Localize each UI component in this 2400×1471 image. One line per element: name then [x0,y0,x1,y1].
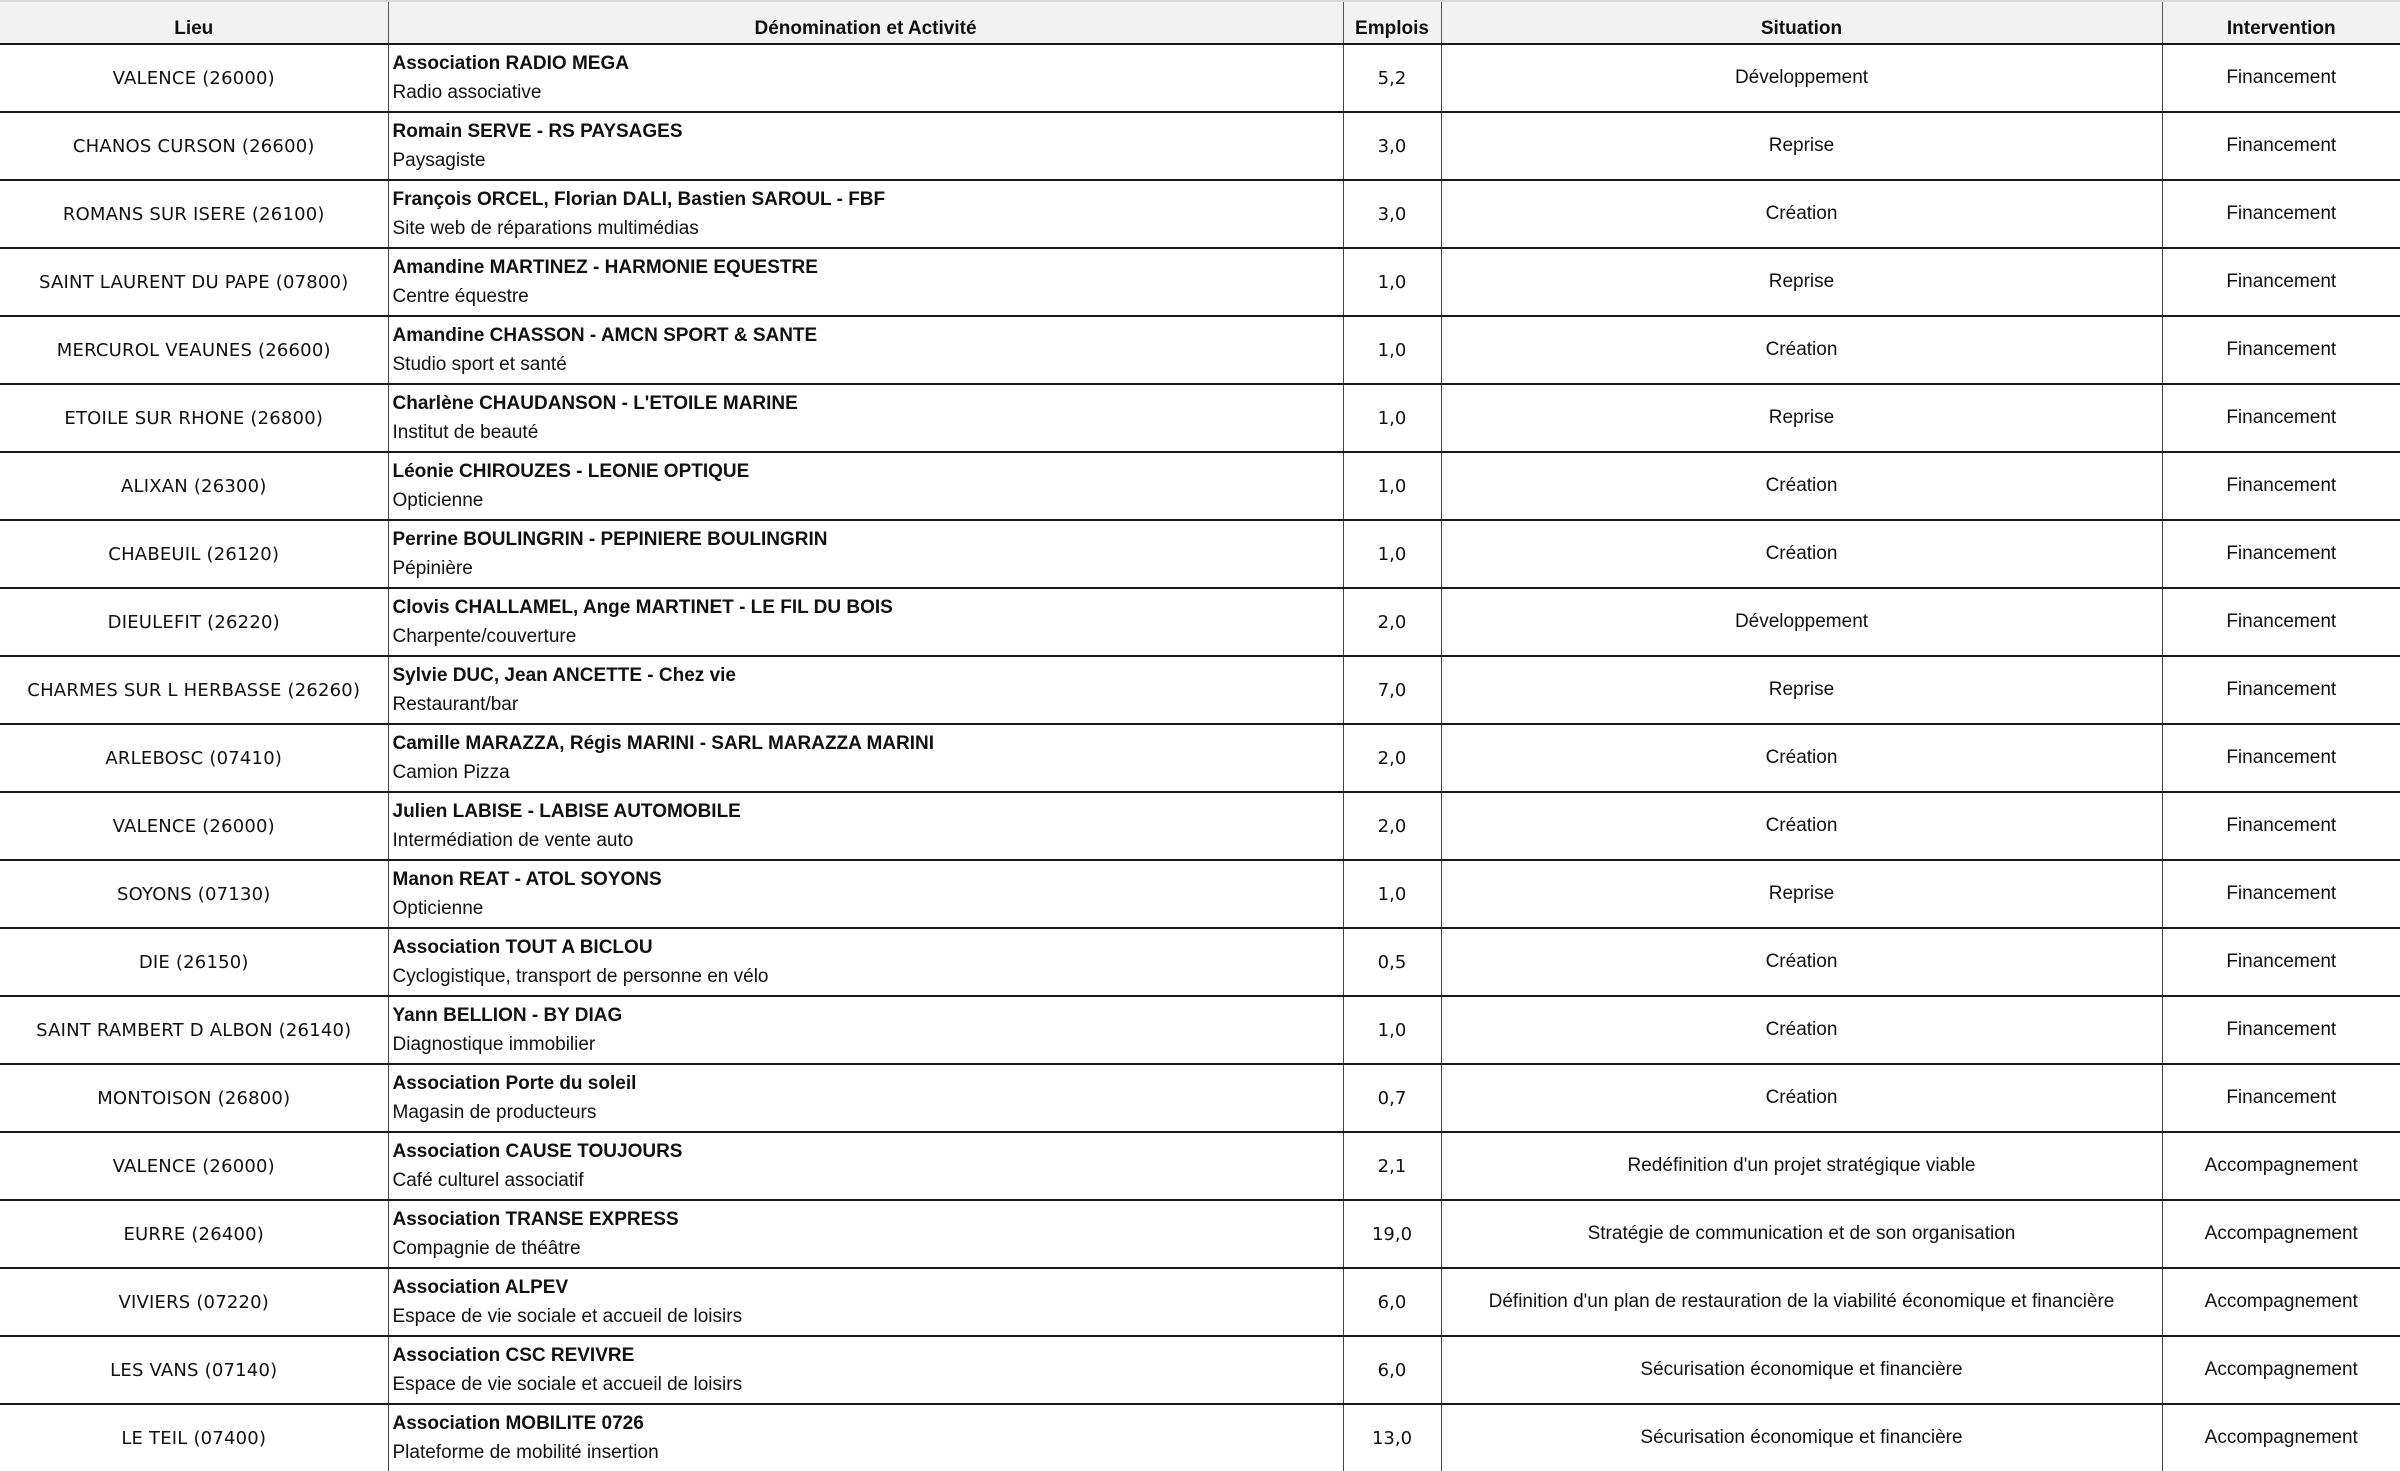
table-row [0,724,2400,792]
entity-activity: Opticienne [392,898,484,919]
cell-situation[interactable]: Reprise [1441,656,2162,724]
cell-situation[interactable]: Création [1441,996,2162,1064]
header-situation[interactable]: Situation [1441,1,2162,44]
cell-lieu[interactable]: SAINT LAURENT DU PAPE (07800) [0,248,388,316]
cell-emplois[interactable]: 7,0 [1343,656,1441,724]
table-row [0,1200,2400,1268]
cell-intervention[interactable]: Financement [2162,588,2400,656]
cell-emplois[interactable]: 6,0 [1343,1268,1441,1336]
cell-emplois[interactable]: 19,0 [1343,1200,1441,1268]
cell-intervention[interactable]: Accompagnement [2162,1268,2400,1336]
entity-activity: Compagnie de théâtre [392,1238,581,1259]
cell-emplois[interactable]: 3,0 [1343,180,1441,248]
entity-activity: Centre équestre [392,286,529,307]
entity-activity: Plateforme de mobilité insertion [392,1442,659,1463]
cell-lieu[interactable]: ALIXAN (26300) [0,452,388,520]
entity-activity: Espace de vie sociale et accueil de loisirs [392,1306,743,1327]
table-row [0,112,2400,180]
entity-activity: Restaurant/bar [392,694,519,715]
entity-name: Charlène CHAUDANSON - L'ETOILE MARINE [392,393,798,414]
cell-intervention[interactable]: Financement [2162,520,2400,588]
cell-denomination[interactable] [388,112,1343,180]
cell-intervention[interactable]: Accompagnement [2162,1336,2400,1404]
cell-lieu[interactable]: VIVIERS (07220) [0,1268,388,1336]
cell-lieu[interactable]: CHARMES SUR L HERBASSE (26260) [0,656,388,724]
entity-activity: Diagnostique immobilier [392,1034,596,1055]
cell-situation[interactable]: Création [1441,452,2162,520]
cell-emplois[interactable]: 1,0 [1343,316,1441,384]
cell-denomination[interactable] [388,860,1343,928]
cell-emplois[interactable]: 1,0 [1343,384,1441,452]
cell-intervention[interactable]: Accompagnement [2162,1404,2400,1471]
table-row [0,248,2400,316]
entity-activity: Café culturel associatif [392,1170,584,1191]
table-row [0,1132,2400,1200]
cell-denomination[interactable] [388,520,1343,588]
cell-denomination[interactable] [388,1064,1343,1132]
cell-lieu[interactable]: CHABEUIL (26120) [0,520,388,588]
table-row [0,792,2400,860]
cell-denomination[interactable] [388,452,1343,520]
header-row [0,1,2400,44]
table-row [0,520,2400,588]
entity-activity: Intermédiation de vente auto [392,830,634,851]
cell-situation[interactable]: Définition d'un plan de restauration de la viabilité économique et financière [1441,1268,2162,1336]
cell-lieu[interactable]: VALENCE (26000) [0,1132,388,1200]
entity-name: Camille MARAZZA, Régis MARINI - SARL MARAZZA MARINI [392,733,934,754]
cell-situation[interactable]: Reprise [1441,384,2162,452]
cell-denomination[interactable] [388,1268,1343,1336]
entity-name: Sylvie DUC, Jean ANCETTE - Chez vie [392,665,737,686]
cell-emplois[interactable]: 2,0 [1343,588,1441,656]
cell-denomination[interactable] [388,928,1343,996]
header-emplois[interactable]: Emplois [1343,1,1441,44]
cell-emplois[interactable]: 3,0 [1343,112,1441,180]
entity-name: Perrine BOULINGRIN - PEPINIERE BOULINGRIN [392,529,828,550]
cell-situation[interactable]: Reprise [1441,112,2162,180]
cell-situation[interactable]: Stratégie de communication et de son organisation [1441,1200,2162,1268]
cell-emplois[interactable]: 1,0 [1343,860,1441,928]
cell-lieu[interactable]: DIEULEFIT (26220) [0,588,388,656]
cell-emplois[interactable]: 13,0 [1343,1404,1441,1471]
cell-situation[interactable]: Reprise [1441,248,2162,316]
cell-intervention[interactable]: Financement [2162,928,2400,996]
entity-activity: Charpente/couverture [392,626,577,647]
cell-denomination[interactable] [388,1336,1343,1404]
header-denomination[interactable]: Dénomination et Activité [388,1,1343,44]
cell-denomination[interactable] [388,724,1343,792]
table-row [0,316,2400,384]
table-row [0,44,2400,112]
entity-name: Manon REAT - ATOL SOYONS [392,869,662,890]
cell-situation[interactable]: Redéfinition d'un projet stratégique viable [1441,1132,2162,1200]
entity-activity: Opticienne [392,490,484,511]
entity-activity: Magasin de producteurs [392,1102,597,1123]
cell-lieu[interactable]: SOYONS (07130) [0,860,388,928]
cell-lieu[interactable]: CHANOS CURSON (26600) [0,112,388,180]
table-row [0,1064,2400,1132]
cell-situation[interactable]: Création [1441,316,2162,384]
table-row [0,860,2400,928]
header-lieu[interactable]: Lieu [0,1,388,44]
table-row [0,180,2400,248]
cell-intervention[interactable]: Financement [2162,1064,2400,1132]
table-row [0,656,2400,724]
table-row [0,928,2400,996]
cell-situation[interactable]: Création [1441,1064,2162,1132]
cell-denomination[interactable] [388,656,1343,724]
cell-situation[interactable]: Reprise [1441,860,2162,928]
cell-emplois[interactable]: 0,5 [1343,928,1441,996]
cell-emplois[interactable]: 6,0 [1343,1336,1441,1404]
table-row [0,1336,2400,1404]
entity-name: Yann BELLION - BY DIAG [392,1005,623,1026]
entity-activity: Camion Pizza [392,762,510,783]
entity-activity: Cyclogistique, transport de personne en vélo [392,966,769,987]
entity-name: Romain SERVE - RS PAYSAGES [392,121,683,142]
table-row [0,452,2400,520]
entity-activity: Paysagiste [392,150,486,171]
cell-denomination[interactable] [388,588,1343,656]
entity-name: Association TOUT A BICLOU [392,937,653,958]
cell-lieu[interactable]: MERCUROL VEAUNES (26600) [0,316,388,384]
cell-situation[interactable]: Développement [1441,588,2162,656]
cell-lieu[interactable]: ARLEBOSC (07410) [0,724,388,792]
entity-name: Amandine CHASSON - AMCN SPORT & SANTE [392,325,818,346]
entity-activity: Institut de beauté [392,422,539,443]
cell-emplois[interactable]: 1,0 [1343,452,1441,520]
table-body [0,44,2400,1471]
cell-situation[interactable]: Sécurisation économique et financière [1441,1404,2162,1471]
entity-name: Association RADIO MEGA [392,53,629,74]
entity-activity: Pépinière [392,558,473,579]
table-row [0,588,2400,656]
entity-activity: Espace de vie sociale et accueil de loisirs [392,1374,743,1395]
cell-denomination[interactable] [388,996,1343,1064]
cell-situation[interactable]: Sécurisation économique et financière [1441,1336,2162,1404]
cell-lieu[interactable]: EURRE (26400) [0,1200,388,1268]
cell-intervention[interactable]: Financement [2162,248,2400,316]
cell-situation[interactable]: Création [1441,928,2162,996]
entity-name: Association MOBILITE 0726 [392,1413,644,1434]
entity-name: Association ALPEV [392,1277,569,1298]
cell-lieu[interactable]: SAINT RAMBERT D ALBON (26140) [0,996,388,1064]
cell-denomination[interactable] [388,316,1343,384]
cell-lieu[interactable]: VALENCE (26000) [0,792,388,860]
cell-denomination[interactable] [388,792,1343,860]
cell-situation[interactable]: Création [1441,520,2162,588]
cell-intervention[interactable]: Financement [2162,860,2400,928]
cell-denomination[interactable] [388,44,1343,112]
cell-situation[interactable]: Création [1441,724,2162,792]
table-header [0,1,2400,44]
cell-denomination[interactable] [388,1132,1343,1200]
cell-emplois[interactable]: 2,0 [1343,724,1441,792]
cell-denomination[interactable] [388,248,1343,316]
entity-name: Association Porte du soleil [392,1073,637,1094]
cell-lieu[interactable]: MONTOISON (26800) [0,1064,388,1132]
cell-intervention[interactable]: Financement [2162,996,2400,1064]
cell-lieu[interactable]: ETOILE SUR RHONE (26800) [0,384,388,452]
cell-intervention[interactable]: Financement [2162,384,2400,452]
cell-emplois[interactable]: 1,0 [1343,248,1441,316]
cell-denomination[interactable] [388,180,1343,248]
table-row [0,1268,2400,1336]
cell-intervention[interactable]: Financement [2162,656,2400,724]
cell-intervention[interactable]: Accompagnement [2162,1200,2400,1268]
cell-emplois[interactable]: 2,0 [1343,792,1441,860]
entity-name: Association CAUSE TOUJOURS [392,1141,683,1162]
cell-denomination[interactable] [388,384,1343,452]
entity-activity: Studio sport et santé [392,354,567,375]
cell-intervention[interactable]: Financement [2162,316,2400,384]
entity-name: François ORCEL, Florian DALI, Bastien SAROUL - FBF [392,189,886,210]
entity-name: Amandine MARTINEZ - HARMONIE EQUESTRE [392,257,818,278]
entity-activity: Site web de réparations multimédias [392,218,699,239]
entity-name: Léonie CHIROUZES - LEONIE OPTIQUE [392,461,750,482]
entity-name: Julien LABISE - LABISE AUTOMOBILE [392,801,741,822]
cell-emplois[interactable]: 2,1 [1343,1132,1441,1200]
cell-lieu[interactable]: LE TEIL (07400) [121,1427,267,1449]
cell-situation[interactable]: Création [1441,180,2162,248]
cell-lieu[interactable]: ROMANS SUR ISERE (26100) [0,180,388,248]
cell-emplois[interactable]: 0,7 [1343,1064,1441,1132]
cell-lieu[interactable]: VALENCE (26000) [0,44,388,112]
cell-emplois[interactable]: 5,2 [1343,44,1441,112]
cell-denomination[interactable] [388,1404,1343,1471]
table-row [0,996,2400,1064]
cell-emplois[interactable]: 1,0 [1343,996,1441,1064]
table-row [0,384,2400,452]
header-intervention[interactable]: Intervention [2162,1,2400,44]
cell-intervention[interactable]: Financement [2162,112,2400,180]
cell-situation[interactable]: Création [1441,792,2162,860]
cell-intervention[interactable]: Financement [2162,452,2400,520]
cell-intervention[interactable]: Financement [2162,180,2400,248]
cell-lieu[interactable]: DIE (26150) [0,928,388,996]
cell-intervention[interactable]: Financement [2162,44,2400,112]
cell-emplois[interactable]: 1,0 [1343,520,1441,588]
entity-name: Clovis CHALLAMEL, Ange MARTINET - LE FIL DU BOIS [392,597,893,618]
entity-name: Association TRANSE EXPRESS [392,1209,679,1230]
cell-intervention[interactable]: Accompagnement [2162,1132,2400,1200]
cell-intervention[interactable]: Financement [2162,724,2400,792]
cell-intervention[interactable]: Financement [2162,792,2400,860]
table-row [0,1404,2400,1471]
cell-lieu[interactable]: LES VANS (07140) [0,1336,388,1404]
cell-denomination[interactable] [388,1200,1343,1268]
cell-situation[interactable]: Développement [1441,44,2162,112]
entity-name: Association CSC REVIVRE [392,1345,635,1366]
entity-activity: Radio associative [392,82,542,103]
